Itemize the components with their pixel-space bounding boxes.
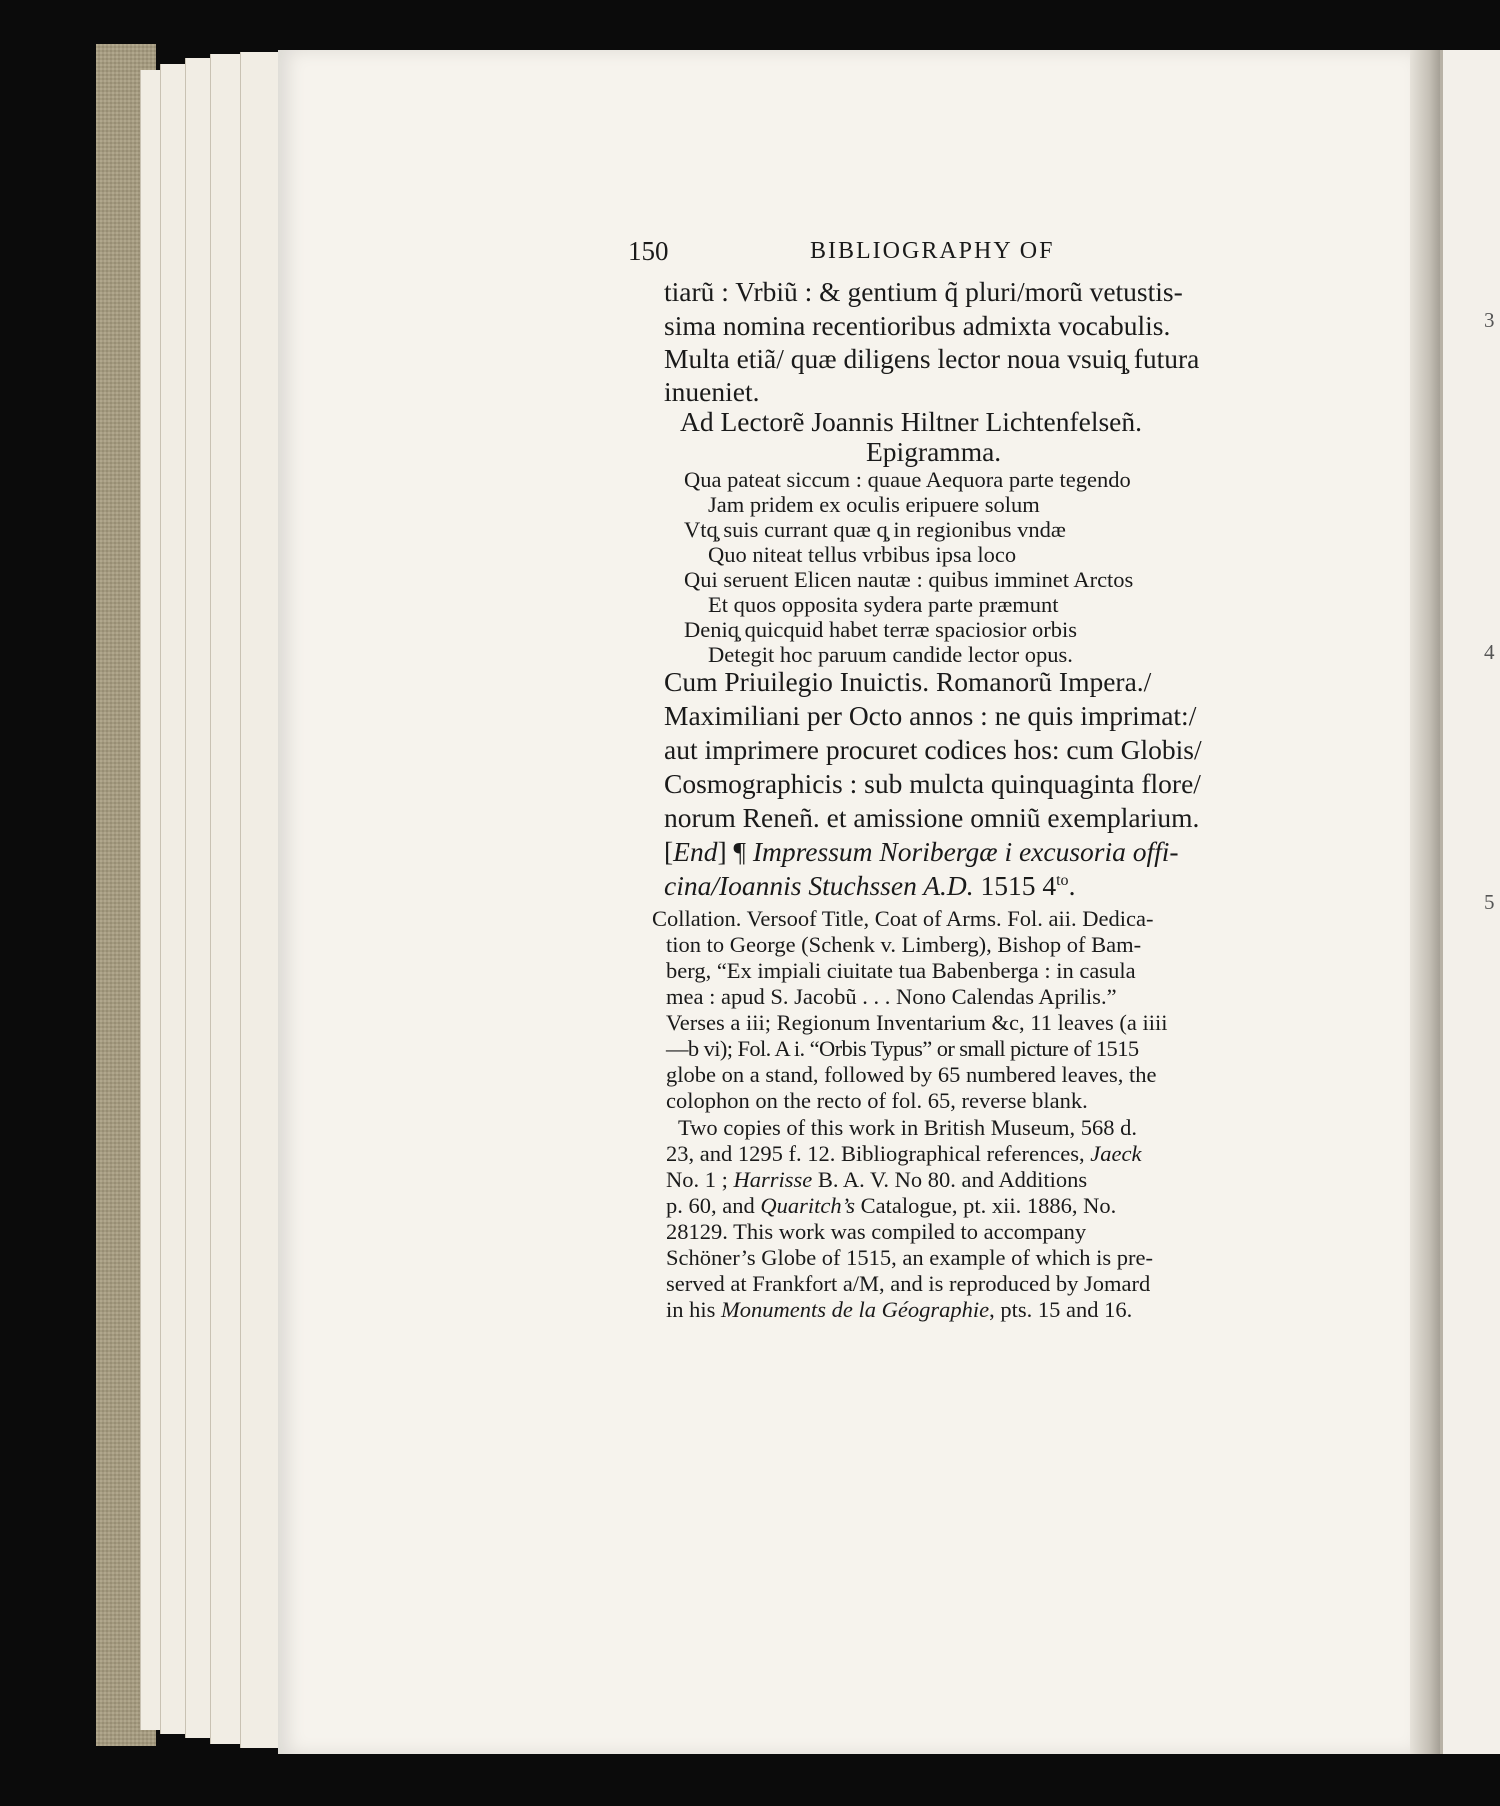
text-line: inueniet.	[664, 376, 760, 407]
ad-lectorem-heading: Ad Lectorẽ Joannis Hiltner Lichtenfelseñ.	[680, 406, 1142, 437]
poem-line: Qui seruent Elicen nautæ : quibus imminet Arctos	[684, 567, 1134, 592]
period: .	[1068, 870, 1076, 901]
collation-line: mea : apud S. Jacobũ . . . Nono Calendas Aprilis.”	[666, 984, 1117, 1009]
bracket-pilcrow: ] ¶	[717, 836, 746, 867]
note-text: Catalogue, pt. xii. 1886, No.	[854, 1193, 1117, 1218]
poem-line: Et quos opposita sydera parte præmunt	[708, 592, 1059, 617]
collation-line: tion to George (Schenk v. Limberg), Bishop of Bam-	[666, 932, 1142, 957]
facing-margin-number: 5	[1484, 890, 1495, 914]
note-line: served at Frankfort a/M, and is reproduced by Jomard	[666, 1271, 1151, 1296]
collation-line: Collation. Versoof Title, Coat of Arms. Fol. aii. Dedica-	[652, 906, 1154, 931]
note-line: Two copies of this work in British Museum, 568 d.	[678, 1115, 1138, 1140]
note-line: Schöner’s Globe of 1515, an example of which is pre-	[666, 1245, 1153, 1270]
collation-line: berg, “Ex impiali ciuitate tua Babenberga : in casula	[666, 958, 1136, 983]
collation-line: colophon on the recto of fol. 65, reverse blank.	[666, 1088, 1088, 1113]
note-text: B. A. V. No 80. and Additions	[812, 1167, 1088, 1192]
poem-line: Deniq̧ quicquid habet terræ spaciosior orbis	[684, 617, 1078, 642]
colophon-italic: Impressum Noribergæ i excusoria offi-	[752, 836, 1179, 867]
poem-line: Quo niteat tellus vrbibus ipsa loco	[708, 542, 1017, 567]
collation-line: Verses a iii; Regionum Inventarium &c, 11 leaves (a iiii	[666, 1010, 1168, 1035]
page-edge-5	[240, 52, 281, 1748]
collation-line: —b vi); Fol. A i. “Orbis Typus” or small picture of 1515	[666, 1036, 1139, 1061]
page-number: 150	[628, 236, 669, 266]
note-italic: Harrisse	[733, 1167, 813, 1192]
colophon-italic: cina/Ioannis Stuchssen A.D.	[664, 870, 974, 901]
page-gutter	[1410, 50, 1442, 1754]
collation-line: globe on a stand, followed by 65 numbered leaves, the	[666, 1062, 1157, 1087]
note-italic: Quaritch’s	[760, 1193, 855, 1218]
facing-margin-number: 3	[1484, 308, 1495, 332]
note-text: p. 60, and	[666, 1193, 761, 1218]
poem-line: Detegit hoc paruum candide lector opus.	[708, 642, 1073, 667]
privilege-line: Maximiliani per Octo annos : ne quis imprimat:/	[664, 700, 1197, 731]
note-text: 23, and 1295 f. 12. Bibliographical references,	[666, 1141, 1091, 1166]
colophon-line	[664, 836, 1179, 868]
poem-line: Vtq̧ suis currant quæ q̧ in regionibus vndæ	[684, 517, 1066, 542]
note-line	[666, 1141, 1141, 1167]
privilege-line: Cosmographicis : sub mulcta quinquaginta flore/	[664, 768, 1201, 799]
note-line: 28129. This work was compiled to accompany	[666, 1219, 1087, 1244]
poem-line: Qua pateat siccum : quaue Aequora parte tegendo	[684, 467, 1131, 492]
note-line	[666, 1193, 1116, 1219]
note-line	[666, 1167, 1087, 1193]
facing-margin-number: 4	[1484, 640, 1495, 664]
privilege-line: aut imprimere procuret codices hos: cum Globis/	[664, 734, 1202, 765]
colophon-line	[664, 870, 1075, 902]
note-line	[666, 1297, 1132, 1323]
privilege-line: norum Reneñ. et amissione omniũ exemplarium.	[664, 802, 1200, 833]
bracket: [	[664, 836, 674, 867]
superscript: to	[1056, 871, 1069, 889]
note-italic: Jaeck	[1090, 1141, 1142, 1166]
text-line: tiarũ : Vrbiũ : & gentium q̃ pluri/morũ vetustis-	[664, 276, 1183, 307]
colophon-date: 1515 4	[973, 870, 1057, 901]
text-line: Multa etiã/ quæ diligens lector noua vsuiq̧ futura	[664, 343, 1200, 374]
note-italic: Monuments de la Géographie	[721, 1297, 990, 1322]
privilege-line: Cum Priuilegio Inuictis. Romanorũ Impera./	[664, 666, 1152, 697]
poem-line: Jam pridem ex oculis eripuere solum	[708, 492, 1040, 517]
text-line: sima nomina recentioribus admixta vocabulis.	[664, 310, 1171, 341]
note-text: in his	[666, 1297, 722, 1322]
note-text: No. 1 ;	[666, 1167, 734, 1192]
end-marker: End	[673, 836, 718, 867]
epigramma-heading: Epigramma.	[866, 436, 1002, 467]
running-title: BIBLIOGRAPHY OF	[810, 238, 1055, 264]
note-text: , pts. 15 and 16.	[989, 1297, 1133, 1322]
